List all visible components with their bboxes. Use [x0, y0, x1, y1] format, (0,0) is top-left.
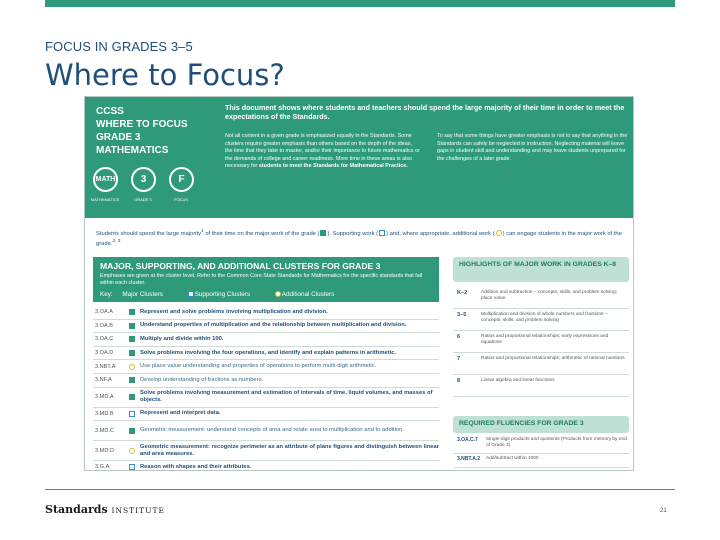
fluencies-title: REQUIRED FLUENCIES FOR GRADE 3	[459, 420, 584, 427]
focus-badge-icon: F	[169, 167, 194, 192]
table-row: 3.G.A Reason with shapes and their attributes.	[93, 461, 439, 471]
major-square-icon	[129, 428, 135, 434]
badge-caption: MATHEMATICS	[90, 197, 120, 202]
major-square-icon	[320, 230, 326, 236]
document-header	[85, 97, 634, 218]
intro-paragraph-left: Not all content in a given grade is emphasized equally in the Standards. Some clusters require greater emphasis than others based on the depth of the ideas, the time that they take to master, and/or their importance to future mathematics or the demands of college and career readiness. More time in these areas is also necessary for students to meet the Standards for Mathematical Practice.	[225, 133, 420, 170]
standards-institute-logo: Standards INSTITUTE	[45, 503, 165, 516]
table-row: 3.MD.A Solve problems involving measurement and estimation of intervals of time, liquid volumes, and masses of objects.	[93, 388, 439, 408]
table-row: 3.MD.B Represent and interpret data.	[93, 408, 439, 422]
table-row: 3.NF.A Develop understanding of fractions as numbers.	[93, 374, 439, 388]
clusters-title: MAJOR, SUPPORTING, AND ADDITIONAL CLUSTERS FOR GRADE 3	[100, 261, 381, 271]
additional-circle-icon	[129, 448, 135, 454]
badge-caption: FOCUS	[174, 197, 188, 202]
top-accent-bar	[45, 0, 675, 7]
major-square-icon	[129, 377, 135, 383]
clusters-key: Key: Major Clusters Supporting Clusters Additional Clusters	[100, 291, 335, 298]
supporting-square-icon	[129, 411, 135, 417]
fluencies-header	[453, 416, 629, 433]
ccss-line: MATHEMATICS	[96, 145, 169, 156]
major-square-icon	[129, 350, 135, 356]
focus-document	[84, 96, 634, 471]
table-row: 8 Linear algebra and linear functions	[453, 375, 629, 397]
table-row: 3.MD.D Geometric measurement: recognize perimeter as an attribute of plane figures and distinguish between linear and area measures.	[93, 441, 439, 461]
highlights-title: HIGHLIGHTS OF MAJOR WORK IN GRADES K–8	[459, 261, 617, 268]
badge-caption: GRADE 3	[134, 197, 152, 202]
intro-heading: This document shows where students and teachers should spend the large majority of their time in order to meet the expectations of the Standards.	[225, 103, 625, 121]
slide-kicker: FOCUS IN GRADES 3–5	[45, 39, 193, 54]
ccss-heading	[96, 105, 216, 157]
table-row: 3.MD.C Geometric measurement: understand concepts of area and relate area to multiplication and to addition.	[93, 421, 439, 441]
major-square-icon	[115, 291, 121, 297]
table-row: 3–5 Multiplication and division of whole numbers and fractions – concepts, skills, and problem solving	[453, 309, 629, 331]
footer-divider	[45, 489, 675, 490]
intro-paragraph-right: To say that some things have greater emphasis is not to say that anything in the Standards can safely be neglected in instruction. Neglecting material will leave gaps in student skill and understanding and may leave students unprepared for the challenges of a later grade.	[437, 133, 628, 162]
table-row: 6 Ratios and proportional relationships; early expressions and equations	[453, 331, 629, 353]
highlights-header	[453, 257, 629, 282]
table-row: 3.NBT.A Use place value understanding and properties of operations to perform multi-digit arithmetic.	[93, 360, 439, 374]
time-allocation-note: Students should spend the large majority$^1$ of their time on the major work of the grade ( ). Supporting work ( ) and, where appropriate, additional work ( ) can engage students in the major work of the grade.$^{2, 3}$	[96, 229, 622, 247]
additional-circle-icon	[129, 364, 135, 370]
table-row: 3.OA.D Solve problems involving the four operations, and identify and explain patterns in arithmetic.	[93, 347, 439, 361]
major-square-icon	[129, 309, 135, 315]
major-square-icon	[129, 394, 135, 400]
table-row: 7 Ratios and proportional relationships; arithmetic of rational numbers	[453, 353, 629, 375]
highlights-table	[453, 287, 629, 397]
table-row: K–2 Addition and subtraction – concepts, skills, and problem solving; place value	[453, 287, 629, 309]
additional-circle-icon	[496, 230, 502, 236]
clusters-subtitle: Emphases are given at the cluster level. Refer to the Common Core State Standards for Mathematics for the specific standards that fall within each cluster.	[100, 273, 423, 286]
table-row: 3.NBT.A.2 Add/subtract within 1000	[453, 454, 629, 468]
major-square-icon	[129, 336, 135, 342]
supporting-square-icon	[188, 291, 194, 297]
supporting-square-icon	[379, 230, 385, 236]
additional-circle-icon	[275, 291, 281, 297]
clusters-table	[93, 306, 439, 471]
table-row: 3.OA.A Represent and solve problems involving multiplication and division.	[93, 306, 439, 320]
table-row: 3.OA.B Understand properties of multiplication and the relationship between multiplication and division.	[93, 320, 439, 334]
page-number: 21	[660, 508, 667, 514]
math-badge-icon: MATH	[93, 167, 118, 192]
ccss-line: GRADE 3	[96, 132, 141, 143]
table-row: 3.OA.C.7 Single-digit products and quotients (Products from memory by end of Grade 3)	[453, 435, 629, 454]
supporting-square-icon	[129, 464, 135, 470]
table-row: 3.OA.C Multiply and divide within 100.	[93, 333, 439, 347]
major-square-icon	[129, 323, 135, 329]
fluencies-table	[453, 435, 629, 468]
grade-badge-icon: 3	[131, 167, 156, 192]
ccss-line: WHERE TO FOCUS	[96, 119, 188, 130]
slide-title: Where to Focus?	[45, 58, 285, 92]
clusters-header	[93, 257, 439, 302]
ccss-line: CCSS	[96, 106, 124, 117]
